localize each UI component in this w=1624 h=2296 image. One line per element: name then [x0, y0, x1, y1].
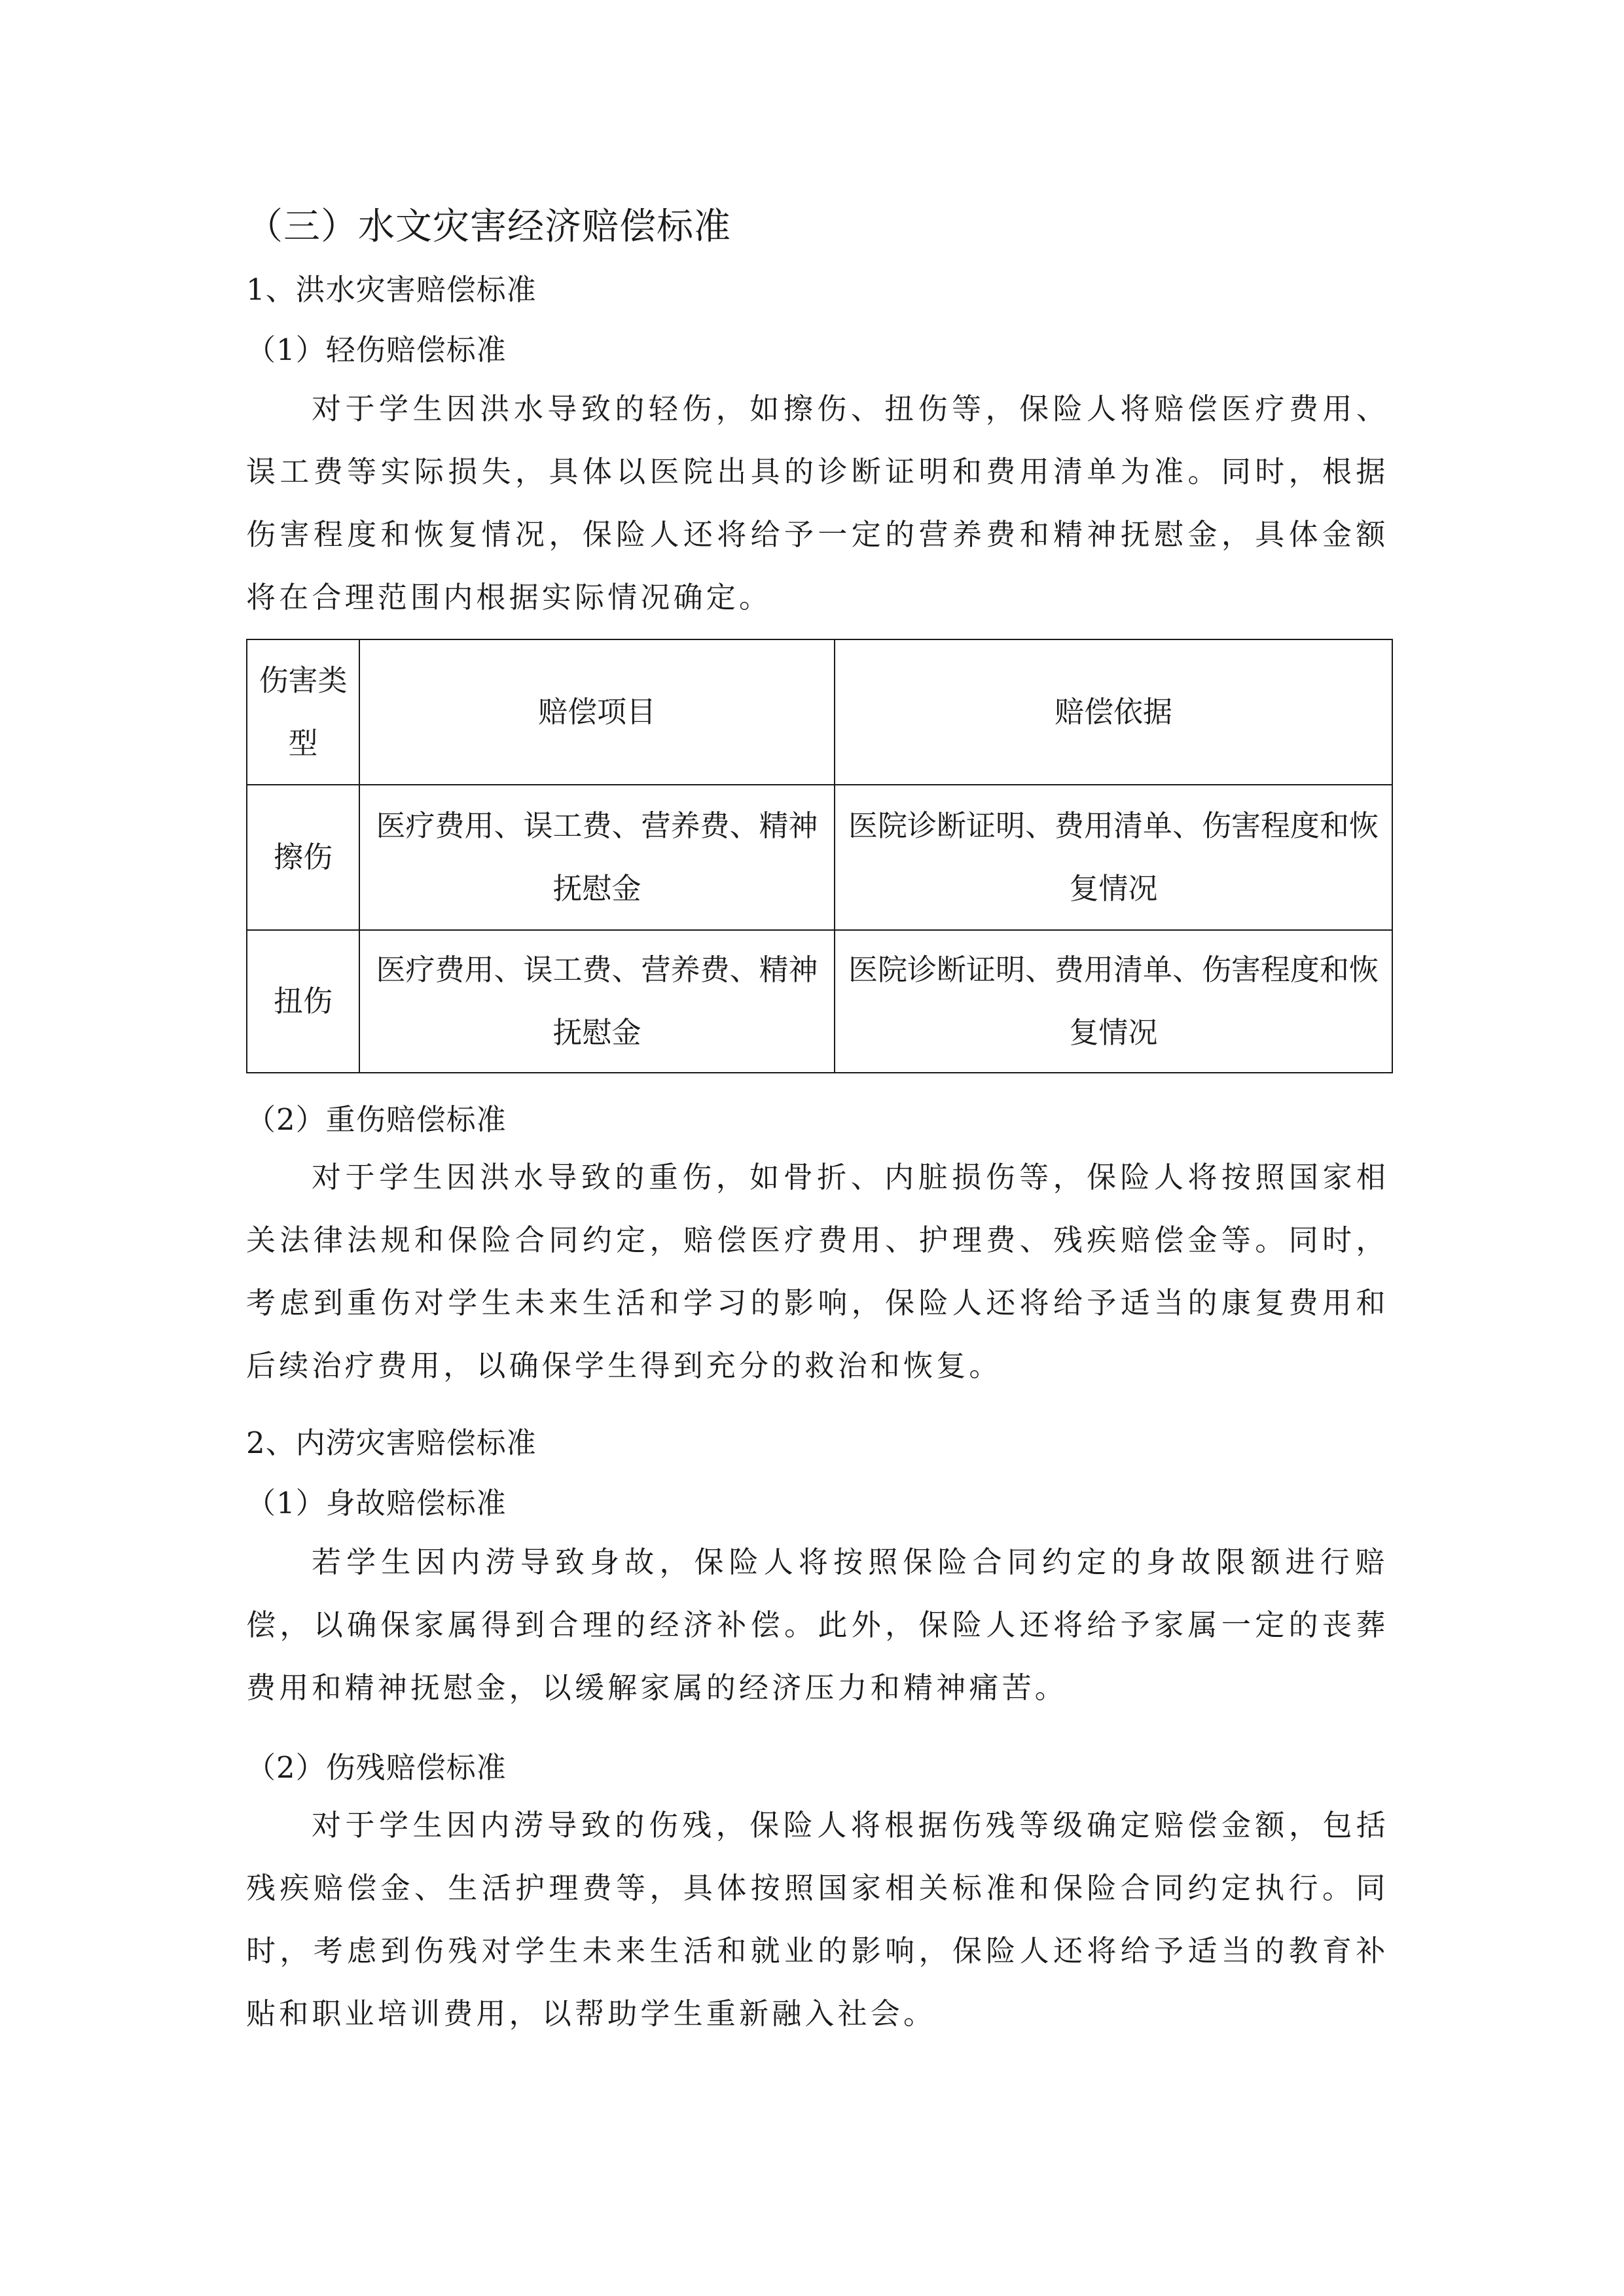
- minor-paragraph-line-4: 将在合理范围内根据实际情况确定。: [246, 580, 772, 615]
- disability-heading: （2）伤残赔偿标准: [246, 1750, 507, 1785]
- minor-injury-heading: （1）轻伤赔偿标准: [246, 332, 507, 367]
- table-cell: 医疗费用、误工费、营养费、精神抚慰金: [359, 785, 835, 930]
- death-heading: （1）身故赔偿标准: [246, 1486, 507, 1520]
- flood-heading: 1、洪水灾害赔偿标准: [246, 272, 537, 307]
- table-cell: 医院诊断证明、费用清单、伤害程度和恢复情况: [835, 785, 1392, 930]
- severe-paragraph-line-1: 对于学生因洪水导致的重伤，如骨折、内脏损伤等，保险人将按照国家相: [312, 1160, 1390, 1194]
- compensation-table: [246, 639, 1393, 1073]
- disability-paragraph-line-1: 对于学生因内涝导致的伤残，保险人将根据伤残等级确定赔偿金额，包括: [312, 1808, 1390, 1842]
- disability-paragraph-line-4: 贴和职业培训费用，以帮助学生重新融入社会。: [246, 1996, 937, 2031]
- section-title: （三）水文灾害经济赔偿标准: [246, 206, 731, 248]
- severe-injury-heading: （2）重伤赔偿标准: [246, 1102, 507, 1137]
- table-cell: 扭伤: [247, 930, 359, 1073]
- table-cell: 医院诊断证明、费用清单、伤害程度和恢复情况: [835, 930, 1392, 1073]
- death-paragraph-line-3: 费用和精神抚慰金，以缓解家属的经济压力和精神痛苦。: [246, 1670, 1068, 1705]
- waterlog-heading: 2、内涝灾害赔偿标准: [246, 1426, 537, 1460]
- table-header-cell: 赔偿项目: [359, 639, 835, 785]
- table-row: [247, 785, 1392, 930]
- death-paragraph-line-2: 偿，以确保家属得到合理的经济补偿。此外，保险人还将给予家属一定的丧葬: [246, 1607, 1390, 1642]
- severe-paragraph-line-2: 关法律法规和保险合同约定，赔偿医疗费用、护理费、残疾赔偿金等。同时，: [246, 1223, 1390, 1257]
- severe-paragraph-line-3: 考虑到重伤对学生未来生活和学习的影响，保险人还将给予适当的康复费用和: [246, 1285, 1390, 1320]
- disability-paragraph-line-2: 残疾赔偿金、生活护理费等，具体按照国家相关标准和保险合同约定执行。同: [246, 1871, 1390, 1905]
- table-header-cell: 赔偿依据: [835, 639, 1392, 785]
- table-cell: 擦伤: [247, 785, 359, 930]
- table-header-row: [247, 639, 1392, 785]
- minor-paragraph-line-1: 对于学生因洪水导致的轻伤，如擦伤、扭伤等，保险人将赔偿医疗费用、: [312, 391, 1390, 426]
- table-header-cell: 伤害类型: [247, 639, 359, 785]
- disability-paragraph-line-3: 时，考虑到伤残对学生未来生活和就业的影响，保险人还将给予适当的教育补: [246, 1933, 1390, 1968]
- table-row: [247, 930, 1392, 1073]
- minor-paragraph-line-2: 误工费等实际损失，具体以医院出具的诊断证明和费用清单为准。同时，根据: [246, 454, 1390, 489]
- minor-paragraph-line-3: 伤害程度和恢复情况，保险人还将给予一定的营养费和精神抚慰金，具体金额: [246, 517, 1390, 552]
- severe-paragraph-line-4: 后续治疗费用，以确保学生得到充分的救治和恢复。: [246, 1348, 1002, 1383]
- table-cell: 医疗费用、误工费、营养费、精神抚慰金: [359, 930, 835, 1073]
- death-paragraph-line-1: 若学生因内涝导致身故，保险人将按照保险合同约定的身故限额进行赔: [312, 1545, 1390, 1579]
